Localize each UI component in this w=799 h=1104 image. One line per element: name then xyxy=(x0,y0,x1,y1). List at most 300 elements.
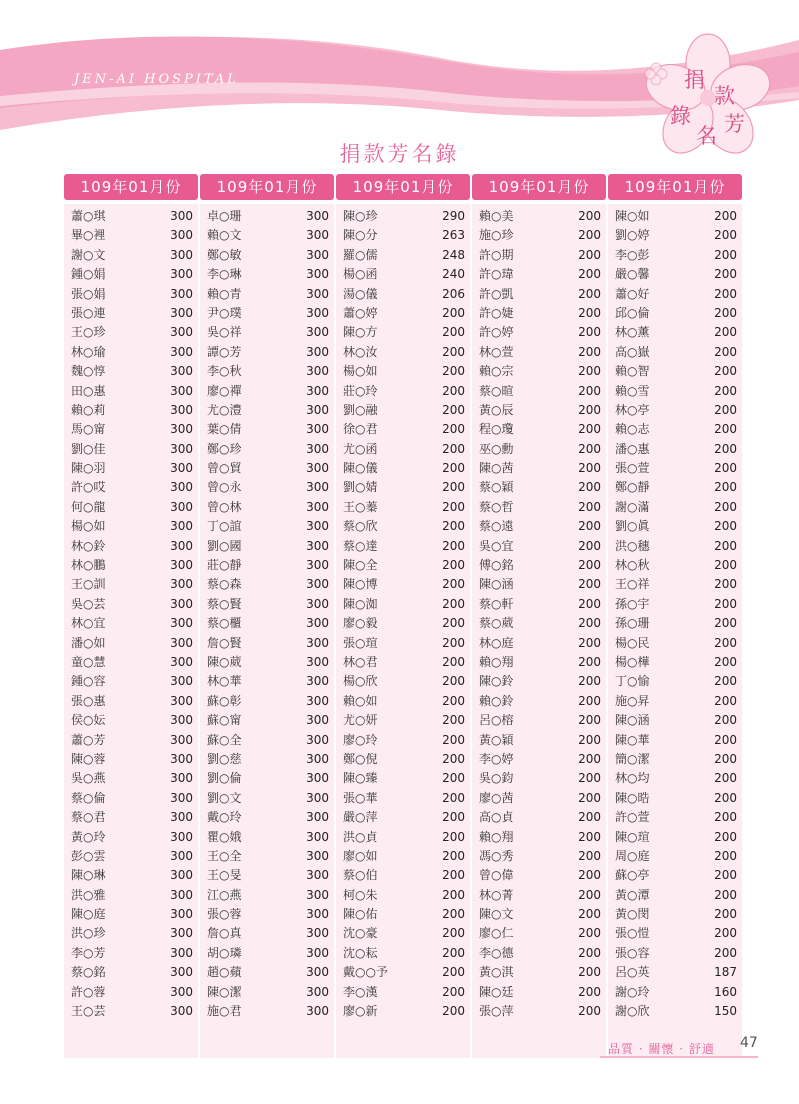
donor-row xyxy=(336,246,470,265)
donation-amount: 200 xyxy=(442,344,465,359)
donor-row xyxy=(64,963,198,982)
footer-divider xyxy=(600,1056,758,1058)
donor-row xyxy=(336,808,470,827)
donor-row xyxy=(472,789,606,808)
donor-name: 許○蓉 xyxy=(71,984,106,999)
donation-amount: 300 xyxy=(306,325,329,340)
donation-amount: 200 xyxy=(442,325,465,340)
donor-name: 楊○函 xyxy=(343,267,378,282)
donation-amount: 300 xyxy=(170,441,193,456)
donor-name: 蕭○琪 xyxy=(71,209,106,223)
donor-row xyxy=(64,401,198,420)
donation-amount: 300 xyxy=(306,771,329,786)
donor-row xyxy=(472,944,606,963)
donation-amount: 200 xyxy=(578,635,601,650)
donation-amount: 300 xyxy=(170,732,193,747)
donor-row xyxy=(336,828,470,847)
donor-row xyxy=(64,828,198,847)
donor-row xyxy=(200,653,334,672)
donor-row xyxy=(200,459,334,478)
donation-amount: 200 xyxy=(442,790,465,805)
donor-row xyxy=(608,847,742,866)
donor-row xyxy=(472,634,606,653)
donor-name: 陳○博 xyxy=(343,577,378,592)
donor-row xyxy=(64,459,198,478)
donor-row xyxy=(64,731,198,750)
donor-row xyxy=(200,595,334,614)
donor-row xyxy=(608,808,742,827)
donor-name: 馮○秀 xyxy=(479,848,514,863)
donation-amount: 200 xyxy=(578,441,601,456)
donation-amount: 200 xyxy=(442,926,465,941)
donation-amount: 300 xyxy=(170,635,193,650)
donation-amount: 200 xyxy=(578,868,601,883)
donation-amount: 200 xyxy=(442,1004,465,1019)
donor-name: 卓○珊 xyxy=(207,209,242,223)
donor-name: 鄭○珍 xyxy=(207,441,242,456)
donation-amount: 200 xyxy=(578,674,601,689)
donor-name: 王○旻 xyxy=(207,868,242,883)
donor-name: 廖○如 xyxy=(343,848,378,863)
donor-name: 曾○偉 xyxy=(479,868,514,883)
donor-row xyxy=(64,653,198,672)
donor-row xyxy=(200,556,334,575)
donation-amount: 300 xyxy=(170,945,193,960)
donor-row xyxy=(608,750,742,769)
donor-name: 林○亭 xyxy=(615,402,650,417)
donation-amount: 200 xyxy=(714,383,737,398)
donation-amount: 300 xyxy=(170,305,193,320)
donation-amount: 200 xyxy=(578,596,601,611)
donation-amount: 200 xyxy=(714,325,737,340)
donor-name: 賴○鈴 xyxy=(479,693,514,708)
donation-amount: 300 xyxy=(306,732,329,747)
donation-amount: 200 xyxy=(578,461,601,476)
donation-amount: 200 xyxy=(442,751,465,766)
donor-row xyxy=(64,420,198,439)
donor-row xyxy=(200,614,334,633)
donor-row xyxy=(608,265,742,284)
donor-name: 吳○宜 xyxy=(479,538,514,553)
donor-row xyxy=(200,750,334,769)
donation-amount: 200 xyxy=(714,422,737,437)
donation-amount: 200 xyxy=(578,829,601,844)
donor-name: 張○連 xyxy=(71,305,106,320)
donor-name: 許○瑋 xyxy=(479,267,514,282)
donor-row xyxy=(336,886,470,905)
donor-row xyxy=(472,459,606,478)
donor-row xyxy=(64,323,198,342)
donor-name: 李○婷 xyxy=(479,751,514,766)
donor-row xyxy=(472,808,606,827)
donor-row xyxy=(608,575,742,594)
donor-name: 許○期 xyxy=(479,247,514,262)
donation-amount: 160 xyxy=(714,984,737,999)
donation-amount: 200 xyxy=(442,635,465,650)
donor-row xyxy=(472,731,606,750)
donor-row xyxy=(336,498,470,517)
donor-name: 劉○倫 xyxy=(207,771,242,786)
donor-row xyxy=(200,246,334,265)
donation-amount: 200 xyxy=(442,771,465,786)
donor-name: 蘇○亭 xyxy=(615,868,650,883)
seal-char: 芳 xyxy=(724,112,745,136)
donor-name: 林○華 xyxy=(207,674,242,689)
donor-row xyxy=(608,614,742,633)
donor-row xyxy=(336,711,470,730)
donor-name: 廖○毅 xyxy=(343,616,378,631)
donation-amount: 300 xyxy=(306,635,329,650)
donor-name: 葉○倩 xyxy=(207,422,242,437)
donation-amount: 200 xyxy=(714,907,737,922)
donation-amount: 300 xyxy=(170,984,193,999)
donation-amount: 300 xyxy=(170,848,193,863)
donation-amount: 200 xyxy=(578,558,601,573)
donation-amount: 200 xyxy=(578,499,601,514)
donation-amount: 290 xyxy=(442,209,465,223)
donor-row xyxy=(608,498,742,517)
page-title: 捐款芳名錄 xyxy=(339,142,460,166)
donor-column xyxy=(64,174,198,1058)
donation-amount: 300 xyxy=(170,558,193,573)
donor-row xyxy=(472,478,606,497)
donor-name: 林○瑜 xyxy=(71,344,106,359)
donation-amount: 200 xyxy=(714,616,737,631)
donation-amount: 200 xyxy=(442,461,465,476)
donor-name: 陳○洳 xyxy=(343,596,378,611)
donor-name: 巫○勳 xyxy=(479,441,514,456)
donor-name: 簡○潔 xyxy=(615,751,650,766)
donor-row xyxy=(64,246,198,265)
donor-name: 陳○方 xyxy=(343,325,378,340)
donation-amount: 300 xyxy=(170,228,193,243)
donation-amount: 300 xyxy=(170,499,193,514)
donation-amount: 200 xyxy=(442,558,465,573)
donation-amount: 300 xyxy=(306,499,329,514)
donor-row xyxy=(64,537,198,556)
donation-amount: 300 xyxy=(306,810,329,825)
donor-name: 蔡○暄 xyxy=(479,383,514,398)
donation-amount: 300 xyxy=(170,364,193,379)
donor-name: 陳○瑄 xyxy=(615,829,650,844)
donation-amount: 200 xyxy=(578,519,601,534)
donor-name: 洪○珍 xyxy=(71,926,106,941)
donor-row xyxy=(608,653,742,672)
donor-name: 許○婕 xyxy=(479,305,514,320)
donation-amount: 200 xyxy=(714,790,737,805)
donation-amount: 200 xyxy=(578,1004,601,1019)
donor-name: 楊○樺 xyxy=(615,654,650,669)
donor-row xyxy=(472,711,606,730)
donor-name: 陳○琳 xyxy=(71,868,106,883)
donor-name: 許○萱 xyxy=(615,810,650,825)
donor-name: 譚○芳 xyxy=(207,344,242,359)
donor-row xyxy=(608,382,742,401)
donation-amount: 200 xyxy=(578,364,601,379)
donor-name: 廖○茜 xyxy=(479,790,514,805)
donation-amount: 300 xyxy=(306,441,329,456)
donor-row xyxy=(336,789,470,808)
donor-row xyxy=(336,459,470,478)
column-body xyxy=(336,204,470,1058)
donor-name: 李○德 xyxy=(479,945,514,960)
donor-row xyxy=(472,285,606,304)
donor-name: 楊○民 xyxy=(615,635,650,650)
donation-amount: 200 xyxy=(714,848,737,863)
donation-amount: 300 xyxy=(306,926,329,941)
donation-amount: 300 xyxy=(306,654,329,669)
seal-char: 款 xyxy=(714,84,735,108)
donor-row xyxy=(64,983,198,1002)
donor-name: 李○芳 xyxy=(71,945,106,960)
donor-row xyxy=(608,246,742,265)
donor-name: 呂○英 xyxy=(615,965,650,980)
donor-name: 蘇○全 xyxy=(207,732,242,747)
donation-amount: 300 xyxy=(306,383,329,398)
donor-row xyxy=(472,614,606,633)
donor-name: 彭○雲 xyxy=(71,848,106,863)
donor-row xyxy=(608,226,742,245)
donor-row xyxy=(64,905,198,924)
donor-name: 賴○如 xyxy=(343,693,378,708)
donor-name: 嚴○萍 xyxy=(343,810,378,825)
donor-row xyxy=(608,711,742,730)
donor-name: 傅○銘 xyxy=(479,558,514,573)
donor-name: 賴○智 xyxy=(615,364,650,379)
donation-amount: 200 xyxy=(714,305,737,320)
donor-name: 徐○君 xyxy=(343,422,378,437)
donor-row xyxy=(200,207,334,226)
donor-row xyxy=(200,692,334,711)
donor-row xyxy=(472,924,606,943)
donor-row xyxy=(200,382,334,401)
donor-row xyxy=(200,944,334,963)
donation-amount: 200 xyxy=(442,907,465,922)
donation-amount: 300 xyxy=(306,344,329,359)
donor-row xyxy=(472,265,606,284)
donor-name: 王○訓 xyxy=(71,577,106,592)
donor-row xyxy=(472,750,606,769)
donation-amount: 200 xyxy=(714,771,737,786)
donor-name: 畢○裡 xyxy=(71,228,106,243)
donation-amount: 200 xyxy=(714,480,737,495)
donation-amount: 300 xyxy=(306,558,329,573)
donor-row xyxy=(472,575,606,594)
donor-row xyxy=(64,265,198,284)
donation-amount: 200 xyxy=(442,829,465,844)
donor-row xyxy=(472,886,606,905)
donor-name: 李○秋 xyxy=(207,364,242,379)
donation-amount: 200 xyxy=(714,577,737,592)
donor-name: 蔡○櫃 xyxy=(207,616,242,631)
donor-row xyxy=(336,595,470,614)
donation-amount: 300 xyxy=(306,480,329,495)
donor-row xyxy=(64,285,198,304)
donor-row xyxy=(200,575,334,594)
donor-name: 賴○莉 xyxy=(71,402,106,417)
donation-amount: 263 xyxy=(442,228,465,243)
donation-amount: 300 xyxy=(170,422,193,437)
donor-row xyxy=(336,207,470,226)
donor-row xyxy=(336,750,470,769)
donor-row xyxy=(608,866,742,885)
donation-amount: 200 xyxy=(578,325,601,340)
donor-row xyxy=(336,944,470,963)
donor-name: 蔡○欣 xyxy=(343,519,378,534)
donor-name: 鄭○敏 xyxy=(207,247,242,262)
donor-name: 王○蓁 xyxy=(343,499,378,514)
donor-name: 黃○玲 xyxy=(71,829,106,844)
donation-amount: 200 xyxy=(714,228,737,243)
donation-amount: 300 xyxy=(170,829,193,844)
donor-row xyxy=(200,847,334,866)
donor-name: 陳○晧 xyxy=(615,790,650,805)
donor-row xyxy=(64,595,198,614)
donor-name: 蔡○穎 xyxy=(479,480,514,495)
donation-amount: 300 xyxy=(306,713,329,728)
donor-row xyxy=(336,517,470,536)
donor-name: 蔡○賢 xyxy=(207,596,242,611)
donor-name: 沈○豪 xyxy=(343,926,378,941)
donor-name: 戴○○予 xyxy=(343,965,388,980)
donor-name: 賴○志 xyxy=(615,422,650,437)
donor-row xyxy=(608,944,742,963)
donor-row xyxy=(336,556,470,575)
donor-row xyxy=(608,692,742,711)
column-body xyxy=(200,204,334,1058)
donor-name: 瞿○娥 xyxy=(207,829,242,844)
donor-row xyxy=(200,711,334,730)
donor-name: 陳○葳 xyxy=(207,654,242,669)
donor-row xyxy=(608,440,742,459)
donor-name: 陳○儀 xyxy=(343,461,378,476)
donor-name: 戴○玲 xyxy=(207,810,242,825)
donation-amount: 200 xyxy=(714,209,737,223)
donor-row xyxy=(608,343,742,362)
donation-amount: 300 xyxy=(306,422,329,437)
donation-amount: 300 xyxy=(170,713,193,728)
donation-amount: 300 xyxy=(170,868,193,883)
donation-amount: 200 xyxy=(578,751,601,766)
donor-name: 羅○儒 xyxy=(343,247,378,262)
donor-row xyxy=(64,382,198,401)
donation-amount: 200 xyxy=(578,402,601,417)
donor-row xyxy=(472,828,606,847)
donor-name: 林○宜 xyxy=(71,616,106,631)
donor-row xyxy=(200,478,334,497)
donation-amount: 300 xyxy=(306,577,329,592)
donation-amount: 200 xyxy=(578,422,601,437)
donor-name: 莊○靜 xyxy=(207,558,242,573)
donor-name: 陳○廷 xyxy=(479,984,514,999)
donation-amount: 300 xyxy=(306,829,329,844)
donor-name: 賴○美 xyxy=(479,209,514,223)
donor-name: 廖○新 xyxy=(343,1004,378,1019)
donor-name: 孫○宇 xyxy=(615,596,650,611)
donor-name: 馬○甯 xyxy=(71,422,106,437)
donation-amount: 200 xyxy=(578,247,601,262)
donor-row xyxy=(64,769,198,788)
donor-name: 嚴○馨 xyxy=(615,267,650,282)
donor-row xyxy=(200,634,334,653)
donor-name: 王○祥 xyxy=(615,577,650,592)
donor-row xyxy=(608,886,742,905)
donor-column xyxy=(200,174,334,1058)
donor-row xyxy=(336,731,470,750)
donation-amount: 200 xyxy=(714,596,737,611)
donor-row xyxy=(336,343,470,362)
donor-name: 陳○佑 xyxy=(343,907,378,922)
donor-row xyxy=(336,769,470,788)
donation-amount: 150 xyxy=(714,1004,737,1019)
donation-amount: 300 xyxy=(170,810,193,825)
donor-name: 陳○分 xyxy=(343,228,378,243)
donor-row xyxy=(200,401,334,420)
donor-row xyxy=(64,498,198,517)
donor-name: 林○萱 xyxy=(479,344,514,359)
donor-row xyxy=(472,672,606,691)
donor-name: 陳○茜 xyxy=(479,461,514,476)
donor-name: 施○君 xyxy=(207,1004,242,1019)
donation-amount: 200 xyxy=(442,364,465,379)
donor-row xyxy=(608,401,742,420)
donor-name: 賴○翔 xyxy=(479,654,514,669)
donation-amount: 200 xyxy=(714,461,737,476)
donor-name: 林○庭 xyxy=(479,635,514,650)
donor-row xyxy=(608,362,742,381)
donor-name: 劉○慈 xyxy=(207,751,242,766)
donation-amount: 300 xyxy=(306,267,329,282)
column-body xyxy=(472,204,606,1058)
donor-row xyxy=(336,304,470,323)
donation-amount: 300 xyxy=(170,402,193,417)
donor-row xyxy=(200,769,334,788)
donation-amount: 300 xyxy=(170,771,193,786)
donation-amount: 200 xyxy=(714,674,737,689)
donor-name: 田○惠 xyxy=(71,383,106,398)
donor-name: 蕭○婷 xyxy=(343,305,378,320)
donation-amount: 200 xyxy=(714,713,737,728)
donor-name: 王○珍 xyxy=(71,325,106,340)
donor-row xyxy=(608,769,742,788)
donation-amount: 300 xyxy=(170,887,193,902)
donation-amount: 300 xyxy=(170,480,193,495)
donation-amount: 300 xyxy=(306,751,329,766)
donor-name: 蔡○森 xyxy=(207,577,242,592)
donor-row xyxy=(336,847,470,866)
donor-row xyxy=(200,420,334,439)
donation-amount: 300 xyxy=(170,344,193,359)
donation-amount: 300 xyxy=(170,751,193,766)
donor-name: 賴○宗 xyxy=(479,364,514,379)
donation-amount: 200 xyxy=(442,577,465,592)
donation-amount: 200 xyxy=(578,305,601,320)
donor-name: 林○鵬 xyxy=(71,558,106,573)
donation-amount: 200 xyxy=(442,402,465,417)
donation-amount: 300 xyxy=(170,790,193,805)
donor-row xyxy=(608,420,742,439)
donation-amount: 200 xyxy=(714,519,737,534)
donor-name: 陳○如 xyxy=(615,209,650,223)
donor-name: 謝○欣 xyxy=(615,1004,650,1019)
column-heading: 109年01月份 xyxy=(472,174,606,200)
donor-name: 高○嶽 xyxy=(615,344,650,359)
donor-name: 王○全 xyxy=(207,848,242,863)
donor-name: 吳○芸 xyxy=(71,596,106,611)
seal-char: 捐 xyxy=(684,68,705,92)
column-heading: 109年01月份 xyxy=(64,174,198,200)
donor-row xyxy=(64,1002,198,1021)
